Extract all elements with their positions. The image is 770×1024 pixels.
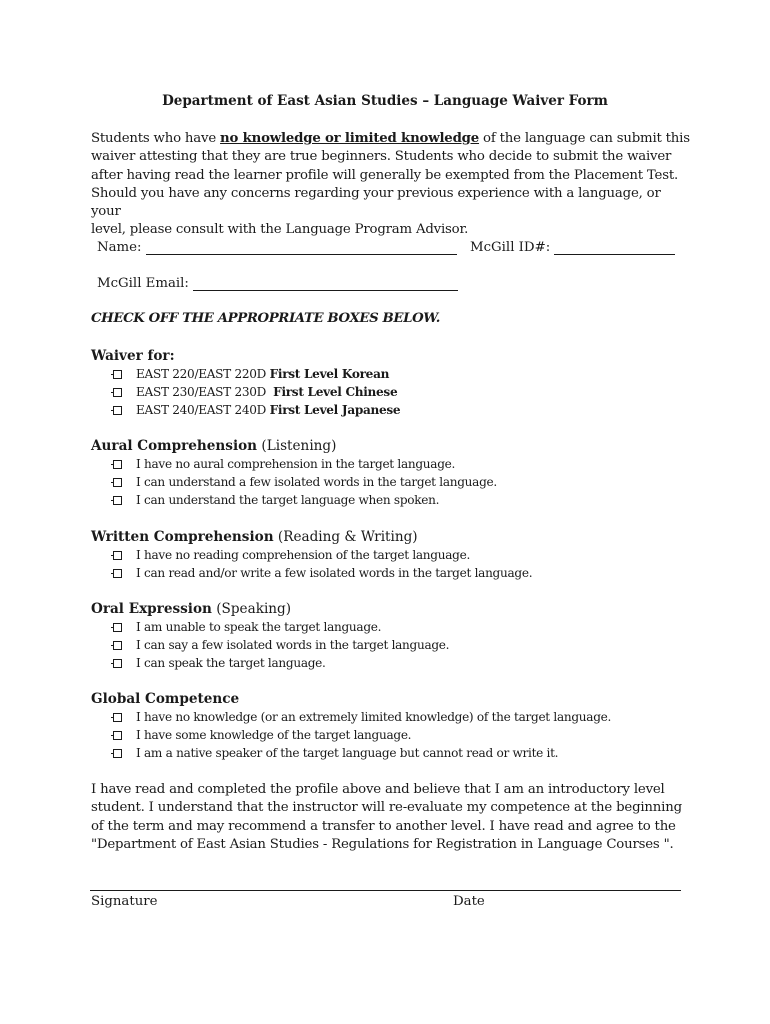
mcgill-id-label: McGill ID#: [470, 240, 551, 255]
page-title: Department of East Asian Studies – Language Waiver Form [162, 93, 608, 109]
name-label: Name: [97, 240, 142, 255]
closing-line-4: "Department of East Asian Studies - Regulations for Registration in Language Courses ". [91, 836, 674, 852]
oral-option-1[interactable]: I am unable to speak the target language. [113, 620, 381, 634]
checkbox-icon[interactable] [113, 460, 122, 469]
global-option-1[interactable]: I have no knowledge (or an extremely limited knowledge) of the target language. [113, 710, 611, 724]
written-heading: Written Comprehension (Reading & Writing) [91, 529, 418, 545]
closing-line-1: I have read and completed the profile above and believe that I am an introductory level [91, 782, 665, 797]
global-heading: Global Competence [91, 691, 240, 707]
oral-option-3[interactable]: I can speak the target language. [113, 656, 326, 670]
waiver-chinese-option[interactable]: EAST 230/EAST 230D First Level Chinese [113, 385, 397, 399]
waiver-japanese-option[interactable]: EAST 240/EAST 240D First Level Japanese [113, 403, 400, 417]
intro-line-2: waiver attesting that they are true beginners. Students who decide to submit the waiver [91, 149, 672, 165]
closing-line-3: of the term and may recommend a transfer to another level. I have read and agree to the [91, 818, 676, 834]
checkbox-icon[interactable] [113, 569, 122, 578]
checkbox-icon[interactable] [113, 659, 122, 668]
name-field-row [97, 240, 457, 255]
waiver-heading: Waiver for: [91, 348, 175, 364]
oral-option-2[interactable]: I can say a few isolated words in the target language. [113, 638, 449, 652]
email-field-row [97, 276, 458, 291]
signature-line[interactable] [90, 890, 681, 891]
checkbox-icon[interactable] [113, 749, 122, 758]
checkbox-icon[interactable] [113, 478, 122, 487]
aural-option-2[interactable]: I can understand a few isolated words in the target language. [113, 475, 497, 489]
intro-line-4: Should you have any concerns regarding your previous experience with a language, or your [91, 185, 661, 220]
email-input-line[interactable] [193, 276, 458, 291]
closing-line-2: student. I understand that the instructor will re-evaluate my competence at the beginning [91, 800, 682, 816]
aural-option-1[interactable]: I have no aural comprehension in the target language. [113, 457, 455, 471]
global-option-3[interactable]: I am a native speaker of the target language but cannot read or write it. [113, 746, 558, 760]
signature-label: Signature [91, 894, 158, 909]
checkbox-icon[interactable] [113, 623, 122, 632]
mcgill-id-field-row [470, 240, 675, 255]
intro-line-5: level, please consult with the Language Program Advisor. [91, 222, 469, 238]
name-input-line[interactable] [146, 240, 457, 255]
intro-paragraph [91, 130, 691, 240]
written-option-1[interactable]: I have no reading comprehension of the target language. [113, 548, 470, 562]
intro-line-1: Students who have no knowledge or limited knowledge of the language can submit this [91, 131, 690, 146]
checkbox-icon[interactable] [113, 388, 122, 397]
checkbox-icon[interactable] [113, 731, 122, 740]
written-option-2[interactable]: I can read and/or write a few isolated words in the target language. [113, 566, 532, 580]
checkbox-icon[interactable] [113, 370, 122, 379]
oral-heading: Oral Expression (Speaking) [91, 601, 292, 617]
email-label: McGill Email: [97, 276, 189, 291]
instruction-heading: CHECK OFF THE APPROPRIATE BOXES BELOW. [91, 311, 440, 326]
checkbox-icon[interactable] [113, 713, 122, 722]
intro-line-3: after having read the learner profile will generally be exempted from the Placement Test. [91, 167, 679, 183]
global-option-2[interactable]: I have some knowledge of the target language. [113, 728, 411, 742]
checkbox-icon[interactable] [113, 496, 122, 505]
aural-heading: Aural Comprehension (Listening) [91, 438, 337, 454]
checkbox-icon[interactable] [113, 641, 122, 650]
aural-option-3[interactable]: I can understand the target language when spoken. [113, 493, 439, 507]
closing-paragraph [91, 781, 691, 854]
checkbox-icon[interactable] [113, 551, 122, 560]
mcgill-id-input-line[interactable] [554, 240, 675, 255]
waiver-korean-option[interactable]: EAST 220/EAST 220D First Level Korean [113, 367, 389, 381]
intro-emphasis: no knowledge or limited knowledge [220, 131, 480, 146]
date-label: Date [453, 894, 485, 909]
checkbox-icon[interactable] [113, 406, 122, 415]
